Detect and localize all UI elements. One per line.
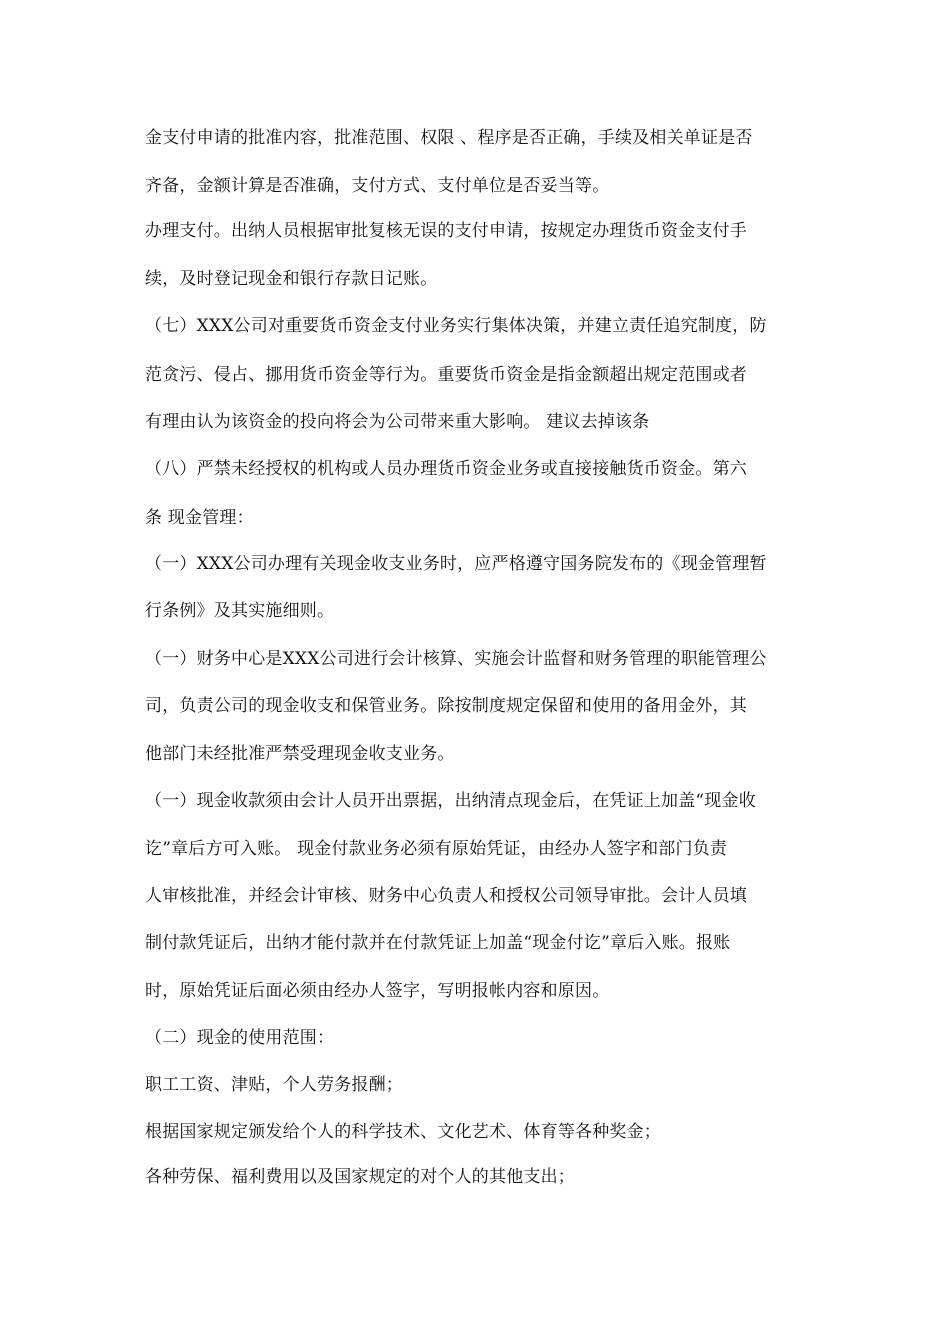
text-line: （一）XXX公司办理有关现金收支业务时，应严格遵守国务院发布的《现金管理暂: [145, 554, 767, 574]
text-line: 人审核批准，并经会计审核、财务中心负责人和授权公司领导审批。会计人员填: [145, 886, 747, 906]
text-line: （八）严禁未经授权的机构或人员办理货币资金业务或直接接触货币资金。第六: [145, 459, 747, 479]
text-line: 金支付申请的批准内容，批准范围、权限 、程序是否正确，手续及相关单证是否: [145, 128, 753, 148]
text-line: 办理支付。出纳人员根据审批复核无误的支付申请，按规定办理货币资金支付手: [145, 221, 747, 241]
text-line: 根据国家规定颁发给个人的科学技术、文化艺术、体育等各种奖金；: [145, 1122, 661, 1142]
text-line: 续，及时登记现金和银行存款日记账。: [145, 269, 438, 289]
text-line: 司，负责公司的现金收支和保管业务。除按制度规定保留和使用的备用金外，其: [145, 696, 747, 716]
text-line: 讫”章后方可入账。 现金付款业务必须有原始凭证，由经办人签字和部门负责: [145, 839, 728, 859]
text-line: 各种劳保、福利费用以及国家规定的对个人的其他支出；: [145, 1167, 575, 1187]
text-line: 齐备，金额计算是否准确，支付方式、支付单位是否妥当等。: [145, 176, 610, 196]
text-line: （一）现金收款须由会计人员开出票据，出纳清点现金后，在凭证上加盖“现金收: [145, 791, 756, 811]
text-line: （七）XXX公司对重要货币资金支付业务实行集体决策，并建立责任追究制度，防: [145, 316, 767, 336]
text-line: 行条例》及其实施细则。: [145, 601, 335, 621]
text-line: 制付款凭证后，出纳才能付款并在付款凭证上加盖“现金付讫”章后入账。报账: [145, 933, 731, 953]
text-line: 职工工资、津贴，个人劳务报酬；: [145, 1075, 403, 1095]
text-line: 时，原始凭证后面必须由经办人签字，写明报帐内容和原因。: [145, 981, 610, 1001]
text-line: 范贪污、侵占、挪用货币资金等行为。重要货币资金是指金额超出规定范围或者: [145, 365, 747, 385]
text-line: （二）现金的使用范围：: [145, 1028, 335, 1048]
text-line: 有理由认为该资金的投向将会为公司带来重大影响。 建议去掉该条: [145, 412, 650, 432]
text-line: 条 现金管理：: [145, 508, 254, 528]
text-line: 他部门未经批准严禁受理现金收支业务。: [145, 744, 455, 764]
text-line: （一）财务中心是XXX公司进行会计核算、实施会计监督和财务管理的职能管理公: [145, 649, 767, 669]
